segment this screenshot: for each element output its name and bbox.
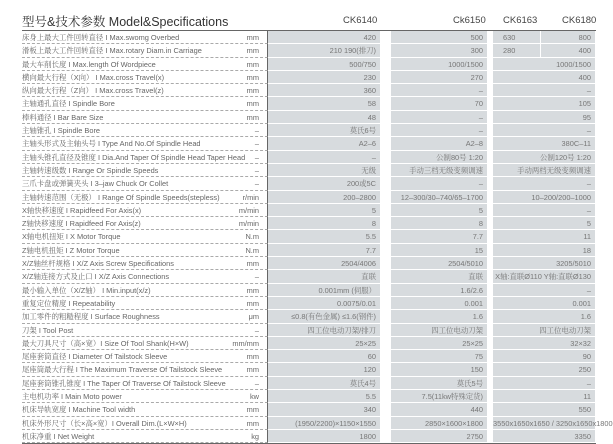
value-ck6140: 58 [268,97,380,110]
spec-label-cell [22,377,268,390]
spec-unit: r/min [242,192,259,202]
value-ck6163-ck6180: 公制120号 1:20 [493,151,595,164]
value-ck6163-ck6180: 3550x1650x1650 / 3250x1650x1800 [493,417,595,430]
table-row [22,97,596,110]
value-ck6140: 200–2800 [268,191,380,204]
spec-label: 滑板上最大工件回转直径 I Max.rotary Diam.in Carriage [22,46,202,56]
value-ck6140: A2–6 [268,137,380,150]
spec-unit: – [254,378,259,388]
table-row [22,71,596,84]
spec-label: 最小输入单位（X/Z轴） I Min.input(x/z) [22,285,151,295]
spec-unit: μm [248,312,259,322]
spec-label: 机床外形尺寸（长×高×宽）I Overall Dim.(L×W×H) [22,418,187,428]
value-ck6150: 12–300/30–740/65–1700 [391,191,487,204]
spec-unit: mm [246,112,259,122]
value-ck6163-ck6180: – [493,284,595,297]
table-row [22,350,596,363]
spec-label: X/Z轴连接方式及止口 I X/Z Axis Connections [22,272,170,282]
spec-unit: mm/mm [232,338,259,348]
value-ck6150: 300 [391,44,487,57]
spec-label-cell [22,257,268,270]
spec-label-cell [22,71,268,84]
table-row [22,377,596,390]
value-ck6163-ck6180: – [493,177,595,190]
value-ck6150: 75 [391,350,487,363]
value-ck6180: 400 [541,44,595,57]
value-ck6163-ck6180: 250 [493,363,595,376]
model-header-ck6163: CK6163 [503,15,538,26]
value-ck6163: 280 [493,44,541,57]
value-ck6140: 25×25 [268,337,380,350]
value-ck6163-ck6180: 400 [493,71,595,84]
spec-label: 三爪卡盘或弹簧夹头 I 3–jaw Chuck Or Collet [22,179,169,189]
value-ck6140: 5.5 [268,230,380,243]
spec-label-cell [22,363,268,376]
spec-label: 最大刀具尺寸（高×宽）I Size Of Tool Shank(H×W) [22,338,189,348]
spec-label-cell [22,417,268,430]
value-ck6140: 7.7 [268,244,380,257]
value-ck6150: 0.001 [391,297,487,310]
spec-unit: mm [246,285,259,295]
value-ck6163-ck6180: 90 [493,350,595,363]
spec-unit: – [254,272,259,282]
spec-label-cell [22,350,268,363]
value-ck6150: 公制80号 1:20 [391,151,487,164]
spec-label: 尾座套筒直径 I Diameter Of Tailstock Sleeve [22,352,168,362]
value-ck6140: 230 [268,71,380,84]
table-row [22,270,596,283]
table-row [22,111,596,124]
spec-label: 棒料通径 I Bar Bare Size [22,112,104,122]
spec-unit: – [254,126,259,136]
spec-label: 机床导轨宽度 I Machine Tool width [22,405,136,415]
spec-unit: mm [246,33,259,42]
value-ck6163-ck6180: 手动两档无级变频调速 [493,164,595,177]
page-title: 型号&技术参数 Model&Specifications [22,15,229,29]
value-ck6150: 8 [391,217,487,230]
value-ck6150: 2750 [391,430,487,443]
spec-unit: m/min [238,219,259,229]
table-row [22,363,596,376]
value-ck6150: 2504/5010 [391,257,487,270]
spec-label: X轴快移速度 I Rapidfeed For Axis(x) [22,205,142,215]
spec-label-cell [22,270,268,283]
value-ck6163-ck6180: 四工位电动刀架 [493,324,595,337]
value-ck6150: 270 [391,71,487,84]
value-ck6140: 420 [268,31,380,44]
value-ck6163-ck6180: 1.6 [493,310,595,323]
value-ck6163-ck6180: 11 [493,390,595,403]
value-ck6150: 440 [391,403,487,416]
spec-unit: m/min [238,205,259,215]
spec-table [22,30,613,444]
value-ck6150: 15 [391,244,487,257]
value-ck6150: 25×25 [391,337,487,350]
table-row [22,417,613,430]
table-row [22,191,596,204]
spec-label: 主电机功率 I Main Moto power [22,392,122,402]
value-ck6150: – [391,177,487,190]
spec-label: 主轴转速范围（无极） I Range Of Spindle Speeds(stepless) [22,192,220,202]
spec-label-cell [22,124,268,137]
table-row [22,164,596,177]
spec-label: 最大车削长度 I Max.length Of Wordpiece [22,59,156,69]
spec-label-cell [22,217,268,230]
table-row [22,84,596,97]
value-ck6163-ck6180: 3350 [493,430,595,443]
spec-label-cell [22,31,268,44]
value-ck6163-ck6180: 11 [493,230,595,243]
spec-unit: mm [246,86,259,96]
spec-unit: mm [246,298,259,308]
table-row [22,137,596,150]
value-ck6140: 8 [268,217,380,230]
table-row [22,44,596,57]
spec-label: 加工零件的粗糙程度 I Surface Roughness [22,312,160,322]
value-ck6180: 800 [541,31,595,44]
spec-unit: mm [246,352,259,362]
table-row [22,337,596,350]
value-ck6150: 1.6 [391,310,487,323]
value-ck6140: 500/750 [268,58,380,71]
table-row [22,58,596,71]
spec-unit: mm [246,418,259,428]
value-ck6150: A2–8 [391,137,487,150]
value-ck6140: ≤0.8(有色金属) ≤1.6(钢件) [268,310,380,323]
table-row [22,310,596,323]
value-ck6150: 500 [391,31,487,44]
spec-label-cell [22,403,268,416]
spec-unit: – [254,139,259,149]
value-ck6150: 1000/1500 [391,58,487,71]
spec-label-cell [22,44,268,57]
value-ck6140: 200或5C [268,177,380,190]
spec-unit: mm [246,259,259,269]
table-row [22,324,596,337]
value-ck6163-ck6180: 5 [493,217,595,230]
spec-unit: mm [246,72,259,82]
spec-unit: N.m [245,245,259,255]
spec-label-cell [22,310,268,323]
value-ck6163-ck6180: – [493,204,595,217]
table-row [22,430,596,443]
spec-label: 尾座筒最大行程 I The Maximum Traverse Of Tailstock Sleeve [22,365,223,375]
value-ck6163-ck6180: 3205/5010 [493,257,595,270]
value-ck6140: 340 [268,403,380,416]
value-ck6150: 70 [391,97,487,110]
value-ck6163-ck6180: 1000/1500 [493,58,595,71]
value-ck6150: 7.7 [391,230,487,243]
table-row [22,177,596,190]
table-row [22,257,596,270]
table-row [22,284,596,297]
table-row [22,244,596,257]
spec-unit: – [254,179,259,189]
spec-label: 机床净重 I Net Weight [22,431,95,441]
table-row [22,124,596,137]
spec-label-cell [22,191,268,204]
value-ck6163-ck6180: – [493,84,595,97]
spec-unit: mm [246,59,259,69]
value-ck6150: 1.6/2.6 [391,284,487,297]
value-ck6140: 四工位电动刀架/排刀 [268,324,380,337]
spec-label: Z轴快移速度 I Rapidfeed For Axis(z) [22,219,141,229]
spec-unit: mm [246,405,259,415]
spec-label: 纵向最大行程（Z向） I Max.cross Travel(z) [22,86,164,96]
spec-label: X/Z轴丝杆规格 I X/Z Axis Screw Specifications [22,259,174,269]
value-ck6163-ck6180: – [493,124,595,137]
value-ck6140: 5.5 [268,390,380,403]
value-ck6140: (1950/2200)×1150×1550 [268,417,380,430]
spec-unit: N.m [245,232,259,242]
value-ck6163-ck6180: 380C–11 [493,137,595,150]
value-ck6150: 四工位电动刀架 [391,324,487,337]
spec-label: 刀架 I Tool Post [22,325,74,335]
spec-label-cell [22,97,268,110]
value-ck6163-ck6180: 95 [493,111,595,124]
value-ck6140: 2504/4006 [268,257,380,270]
spec-label: 尾座套筒锥孔锥度 I The Taper Of Traverse Of Tailstock Sleeve [22,378,226,388]
spec-label: 主轴转速级数 I Range Or Spindle Speeds [22,165,159,175]
spec-unit: mm [246,365,259,375]
table-row [22,31,596,44]
value-ck6163: 630 [493,31,541,44]
spec-label-cell [22,430,268,443]
value-ck6163-ck6180: 0.001 [493,297,595,310]
value-ck6150: 5 [391,204,487,217]
spec-label-cell [22,230,268,243]
spec-unit: mm [246,99,259,109]
spec-label: Z轴电机扭矩 I Z Motor Torque [22,245,120,255]
value-ck6140: 120 [268,363,380,376]
spec-label: 主轴头锥孔直径及锥度 I Dia.And Taper Of Spindle Head Taper Head [22,152,246,162]
value-ck6140: 0.0075/0.01 [268,297,380,310]
spec-label: 主轴通孔直径 I Spindle Bore [22,99,115,109]
spec-label: 床身上最大工件回转直径 I Max.swomg Overbed [22,33,180,42]
spec-label-cell [22,204,268,217]
spec-label-cell [22,337,268,350]
table-row [22,403,596,416]
spec-label-cell [22,390,268,403]
value-ck6150: – [391,111,487,124]
spec-label-cell [22,164,268,177]
value-ck6150: 莫氏5号 [391,377,487,390]
model-header-ck6150: Ck6150 [453,15,486,26]
value-ck6150: 直联 [391,270,487,283]
value-ck6150: 150 [391,363,487,376]
spec-unit: mm [246,46,259,56]
value-ck6163-ck6180: – [493,377,595,390]
value-ck6150: 2850×1600×1800 [391,417,487,430]
spec-label: 横向最大行程（X向） I Max.cross Travel(x) [22,72,165,82]
model-header-ck6180: CK6180 [562,15,597,26]
value-ck6150: – [391,84,487,97]
spec-unit: kg [251,431,259,441]
value-ck6163-ck6180: 105 [493,97,595,110]
value-ck6150: 手动三档无级变频调速 [391,164,487,177]
table-row [22,390,596,403]
spec-label: X轴电机扭矩 I X Motor Torque [22,232,121,242]
spec-label-cell [22,244,268,257]
spec-label: 重复定位精度 I Repeatability [22,298,116,308]
value-ck6140: 1800 [268,430,380,443]
value-ck6140: 0.001mm (伺服） [268,284,380,297]
value-ck6140: 莫氏4号 [268,377,380,390]
spec-label-cell [22,111,268,124]
spec-label-cell [22,84,268,97]
value-ck6163-ck6180: 18 [493,244,595,257]
value-ck6140: 210 190(排刀) [268,44,380,57]
value-ck6140: 60 [268,350,380,363]
spec-unit: kw [249,392,259,402]
table-row [22,217,596,230]
value-ck6140: 莫氏6号 [268,124,380,137]
value-ck6140: 360 [268,84,380,97]
spec-label-cell [22,284,268,297]
value-ck6140: 直联 [268,270,380,283]
spec-label-cell [22,177,268,190]
value-ck6163-ck6180: 550 [493,403,595,416]
value-ck6140: 48 [268,111,380,124]
table-row [22,151,596,164]
table-row [22,230,596,243]
model-header-ck6140: CK6140 [343,15,378,26]
spec-label-cell [22,137,268,150]
value-ck6140: 无级 [268,164,380,177]
spec-unit: – [254,325,259,335]
value-ck6163-ck6180: 32×32 [493,337,595,350]
spec-unit: – [254,165,259,175]
value-ck6140: – [268,151,380,164]
value-ck6163-ck6180: 10–200/200–1000 [493,191,595,204]
value-ck6150: – [391,124,487,137]
value-ck6140: 5 [268,204,380,217]
spec-label-cell [22,297,268,310]
table-row [22,297,596,310]
spec-label-cell [22,324,268,337]
spec-label-cell [22,151,268,164]
value-ck6150: 7.5(11kw特殊定货) [391,390,487,403]
spec-label-cell [22,58,268,71]
spec-unit: – [254,152,259,162]
value-ck6163-ck6180: X轴:直联Ø110 Y轴:直联Ø130 [493,270,595,283]
table-row [22,204,596,217]
spec-label: 主轴头形式及主轴头号 I Type And No.Of Spindle Head [22,139,201,149]
spec-label: 主轴锥孔 I Spindle Bore [22,126,101,136]
